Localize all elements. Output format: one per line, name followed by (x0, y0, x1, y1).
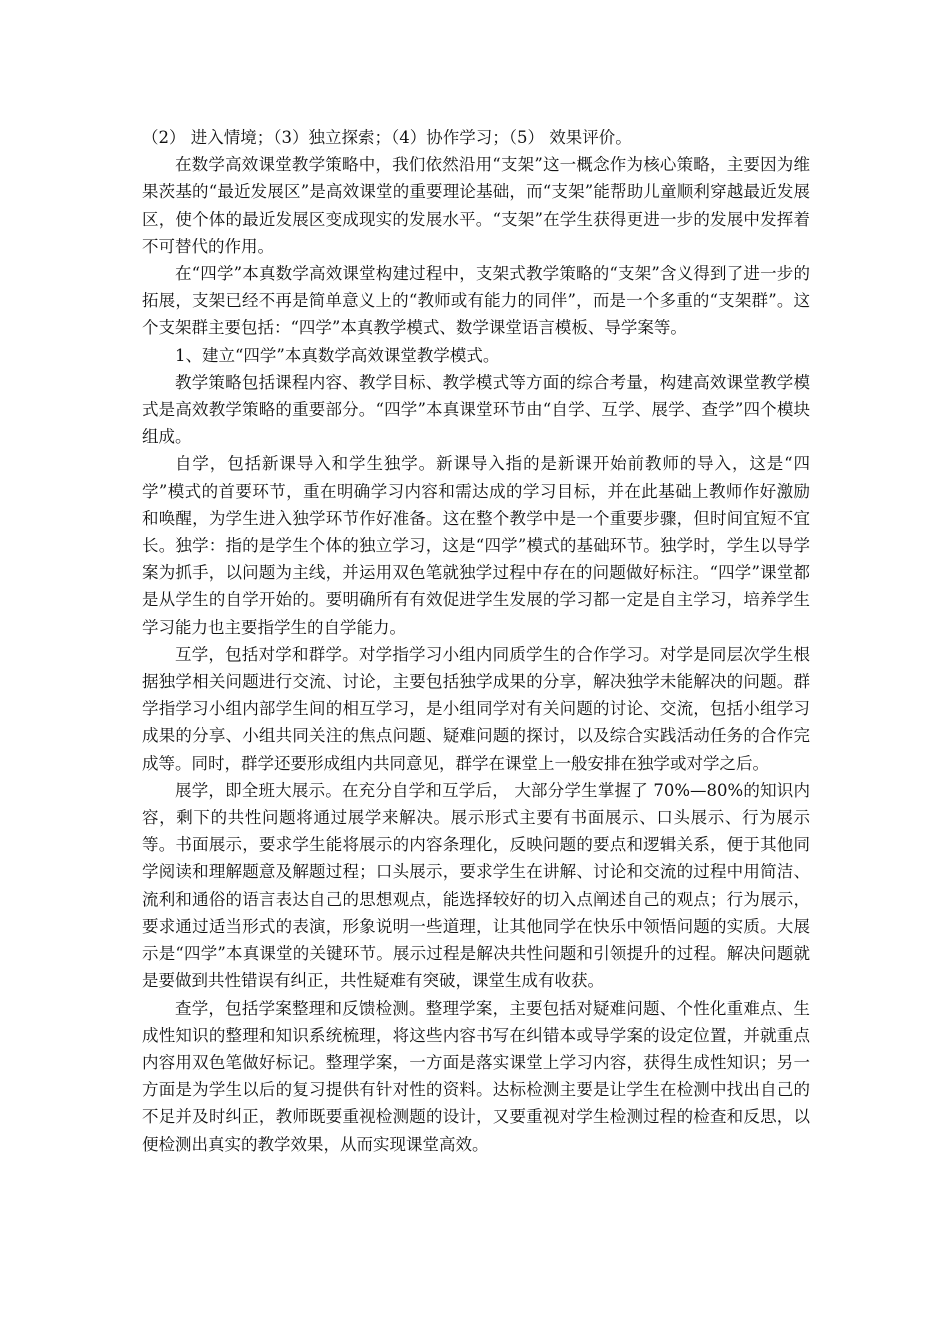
document-body (142, 124, 810, 1158)
paragraph-steps-list: （2） 进入情境；（3）独立探索；（4）协作学习；（5） 效果评价。 (142, 128, 632, 147)
paragraph-presentation-study: 展学，即全班大展示。在充分自学和互学后， 大部分学生掌握了 70%—80%的知识内容，剩下的共性问题将通过展学来解决。展示形式主要有书面展示、口头展示、行为展示等。书面展示，要求学生能将展示的内容条理化，反映问题的要点和逻辑关系，便于其他同学阅读和理解题意及解题过程；口头展示，要求学生在讲解、讨论和交流的过程中用简洁、流利和通俗的语言表达自己的思想观点，能选择较好的切入点阐述自己的观点；行为展示，要求通过适当形式的表演，形象说明一些道理，让其他同学在快乐中领悟问题的实质。大展示是“四学”本真课堂的关键环节。展示过程是解决共性问题和引领提升的过程。解决问题就是要做到共性错误有纠正，共性疑难有突破，课堂生成有收获。 (142, 780, 810, 991)
paragraph-self-study: 自学，包括新课导入和学生独学。新课导入指的是新课开始前教师的导入，这是“四学”模式的首要环节，重在明确学习内容和需达成的学习目标，并在此基础上教师作好激励和唤醒，为学生进入独学环节作好准备。这在整个教学中是一个重要步骤，但时间宜短不宜长。独学：指的是学生个体的独立学习，这是“四学”模式的基础环节。独学时，学生以导学案为抓手，以问题为主线，并运用双色笔就独学过程中存在的问题做好标注。“四学”课堂都是从学生的自学开始的。要明确所有有效促进学生发展的学习都一定是自主学习，培养学生学习能力也主要指学生的自学能力。 (142, 454, 810, 637)
paragraph-teaching-strategy: 教学策略包括课程内容、教学目标、教学模式等方面的综合考量，构建高效课堂教学模式是高效教学策略的重要部分。“四学”本真课堂环节由“自学、互学、展学、查学”四个模块组成。 (142, 372, 810, 447)
paragraph-mutual-study: 互学，包括对学和群学。对学指学习小组内同质学生的合作学习。对学是同层次学生根据独学相关问题进行交流、讨论，主要包括独学成果的分享，解决独学未能解决的问题。群学指学习小组内部学生间的相互学习，是小组同学对有关问题的讨论、交流，包括小组学习成果的分享、小组共同关注的焦点问题、疑难问题的探讨，以及综合实践活动任务的合作完成等。同时，群学还要形成组内共同意见，群学在课堂上一般安排在独学或对学之后。 (142, 644, 810, 773)
paragraph-review-study: 查学，包括学案整理和反馈检测。整理学案，主要包括对疑难问题、个性化重难点、生成性知识的整理和知识系统梳理，将这些内容书写在纠错本或导学案的设定位置，并就重点内容用双色笔做好标记。整理学案，一方面是落实课堂上学习内容，获得生成性知识；另一方面是为学生以后的复习提供有针对性的资料。达标检测主要是让学生在检测中找出自己的不足并及时纠正，教师既要重视检测题的设计，又要重视对学生检测过程的检查和反思，以便检测出真实的教学效果，从而实现课堂高效。 (142, 998, 810, 1154)
paragraph-scaffold-concept: 在数学高效课堂教学策略中，我们依然沿用“支架”这一概念作为核心策略，主要因为维果茨基的“最近发展区”是高效课堂的重要理论基础，而“支架”能帮助儿童顺利穿越最近发展区，使个体的最近发展区变成现实的发展水平。“支架”在学生获得更进一步的发展中发挥着不可替代的作用。 (142, 155, 810, 256)
section-heading-teaching-model: 1、建立“四学”本真数学高效课堂教学模式。 (175, 345, 500, 365)
paragraph-scaffold-group: 在“四学”本真数学高效课堂构建过程中，支架式教学策略的“支架”含义得到了进一步的拓展，支架已经不再是简单意义上的“教师或有能力的同伴”，而是一个多重的“支架群”。这个支架群主要包括：“四学”本真教学模式、数学课堂语言模板、导学案等。 (142, 264, 810, 338)
